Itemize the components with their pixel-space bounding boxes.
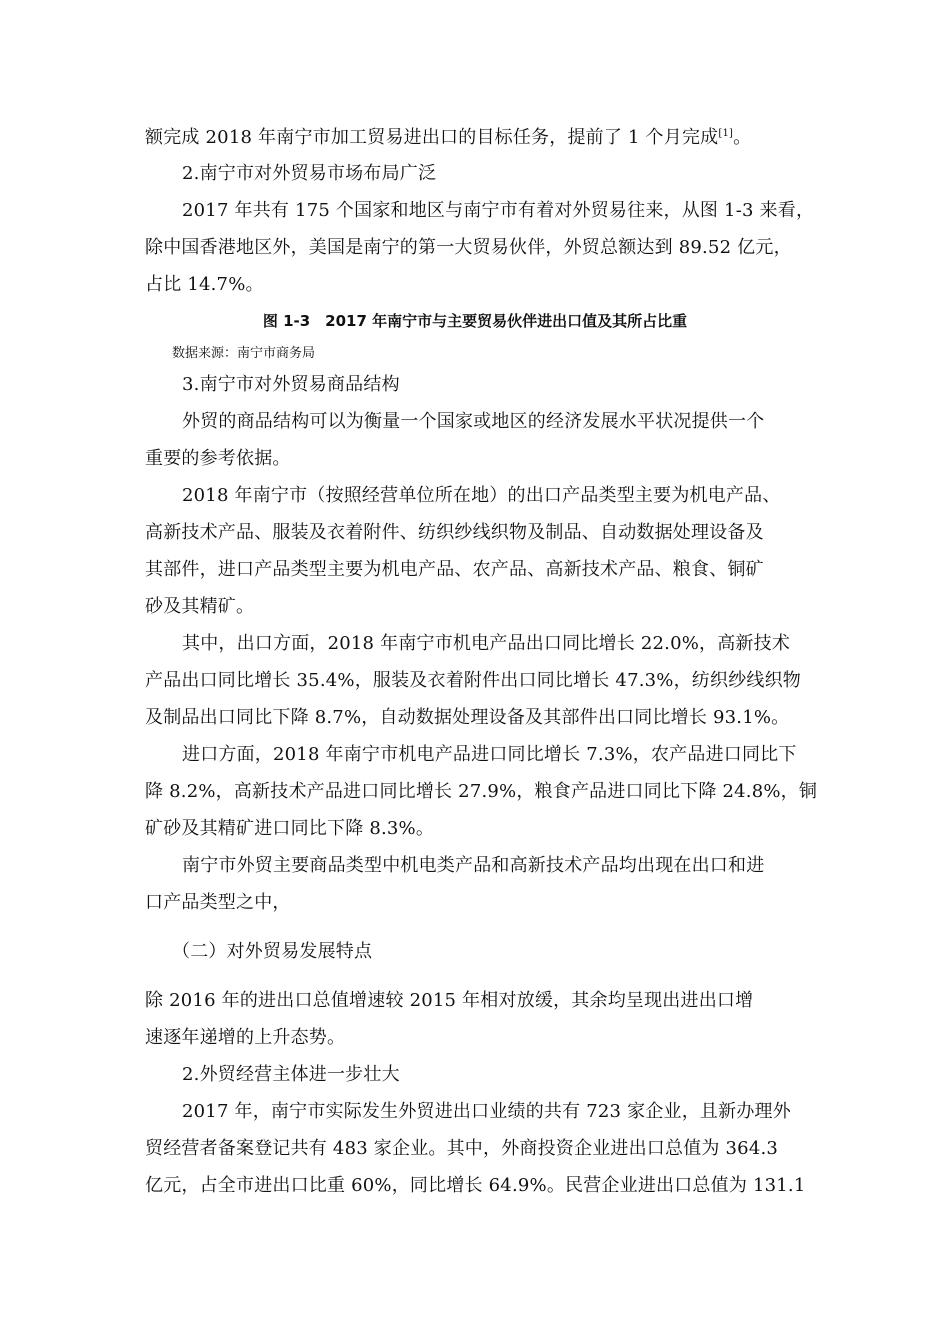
line-text: 额完成 2018 年南宁市加工贸易进出口的目标任务，提前了 1 个月完成	[145, 127, 719, 148]
paragraph-line: 亿元，占全市进出口比重 60%，同比增长 64.9%。民营企业进出口总值为 131.1	[145, 1175, 806, 1196]
section-heading: （二）对外贸易发展特点	[172, 941, 373, 962]
paragraph-line: 降 8.2%，高新技术产品进口同比增长 27.9%，粮食产品进口同比下降 24.8%，铜	[145, 781, 818, 802]
paragraph-line: 贸经营者备案登记共有 483 家企业。其中，外商投资企业进出口总值为 364.3	[145, 1138, 779, 1159]
paragraph-line: 除 2016 年的进出口总值增速较 2015 年相对放缓，其余均呈现出进出口增	[145, 990, 754, 1011]
paragraph-line: 速逐年递增的上升态势。	[145, 1027, 346, 1048]
paragraph-line: 砂及其精矿。	[145, 596, 255, 617]
paragraph-line: 2017 年共有 175 个国家和地区与南宁市有着对外贸易往来，从图 1-3 来看，	[182, 200, 815, 221]
paragraph-line: 其部件，进口产品类型主要为机电产品、农产品、高新技术产品、粮食、铜矿	[145, 559, 764, 580]
paragraph-line: 外贸的商品结构可以为衡量一个国家或地区的经济发展水平状况提供一个	[182, 411, 765, 432]
paragraph-line	[145, 120, 810, 156]
paragraph-line: 占比 14.7%。	[145, 274, 264, 295]
paragraph-line: 2017 年，南宁市实际发生外贸进出口业绩的共有 723 家企业，且新办理外	[182, 1101, 791, 1122]
section-heading: 3.南宁市对外贸易商品结构	[182, 374, 400, 395]
paragraph-line: 矿砂及其精矿进口同比下降 8.3%。	[145, 818, 435, 839]
paragraph-line: 其中，出口方面，2018 年南宁市机电产品出口同比增长 22.0%，高新技术	[182, 633, 791, 654]
figure-caption: 图 1-3 2017 年南宁市与主要贸易伙伴进出口值及其所占比重	[262, 312, 688, 330]
paragraph-line: 产品出口同比增长 35.4%，服装及衣着附件出口同比增长 47.3%，纺织纱线织物	[145, 670, 802, 691]
paragraph-line: 高新技术产品、服装及衣着附件、纺织纱线织物及制品、自动数据处理设备及	[145, 522, 764, 543]
paragraph-line: 南宁市外贸主要商品类型中机电类产品和高新技术产品均出现在出口和进	[182, 855, 765, 876]
citation-superscript: [1]	[718, 128, 734, 139]
paragraph-line: 2018 年南宁市（按照经营单位所在地）的出口产品类型主要为机电产品、	[182, 485, 781, 506]
paragraph-line: 重要的参考依据。	[145, 448, 291, 469]
paragraph-line: 进口方面，2018 年南宁市机电产品进口同比增长 7.3%，农产品进口同比下	[182, 744, 797, 765]
paragraph-line: 及制品出口同比下降 8.7%，自动数据处理设备及其部件出口同比增长 93.1%。	[145, 707, 790, 728]
section-heading: 2.外贸经营主体进一步壮大	[182, 1064, 400, 1085]
line-text-tail: 。	[733, 127, 752, 148]
paragraph-line: 除中国香港地区外，美国是南宁的第一大贸易伙伴，外贸总额达到 89.52 亿元，	[145, 237, 792, 258]
section-heading: 2.南宁市对外贸易市场布局广泛	[182, 163, 437, 184]
paragraph-line: 口产品类型之中，	[145, 892, 291, 913]
figure-source: 数据来源：南宁市商务局	[172, 346, 316, 361]
